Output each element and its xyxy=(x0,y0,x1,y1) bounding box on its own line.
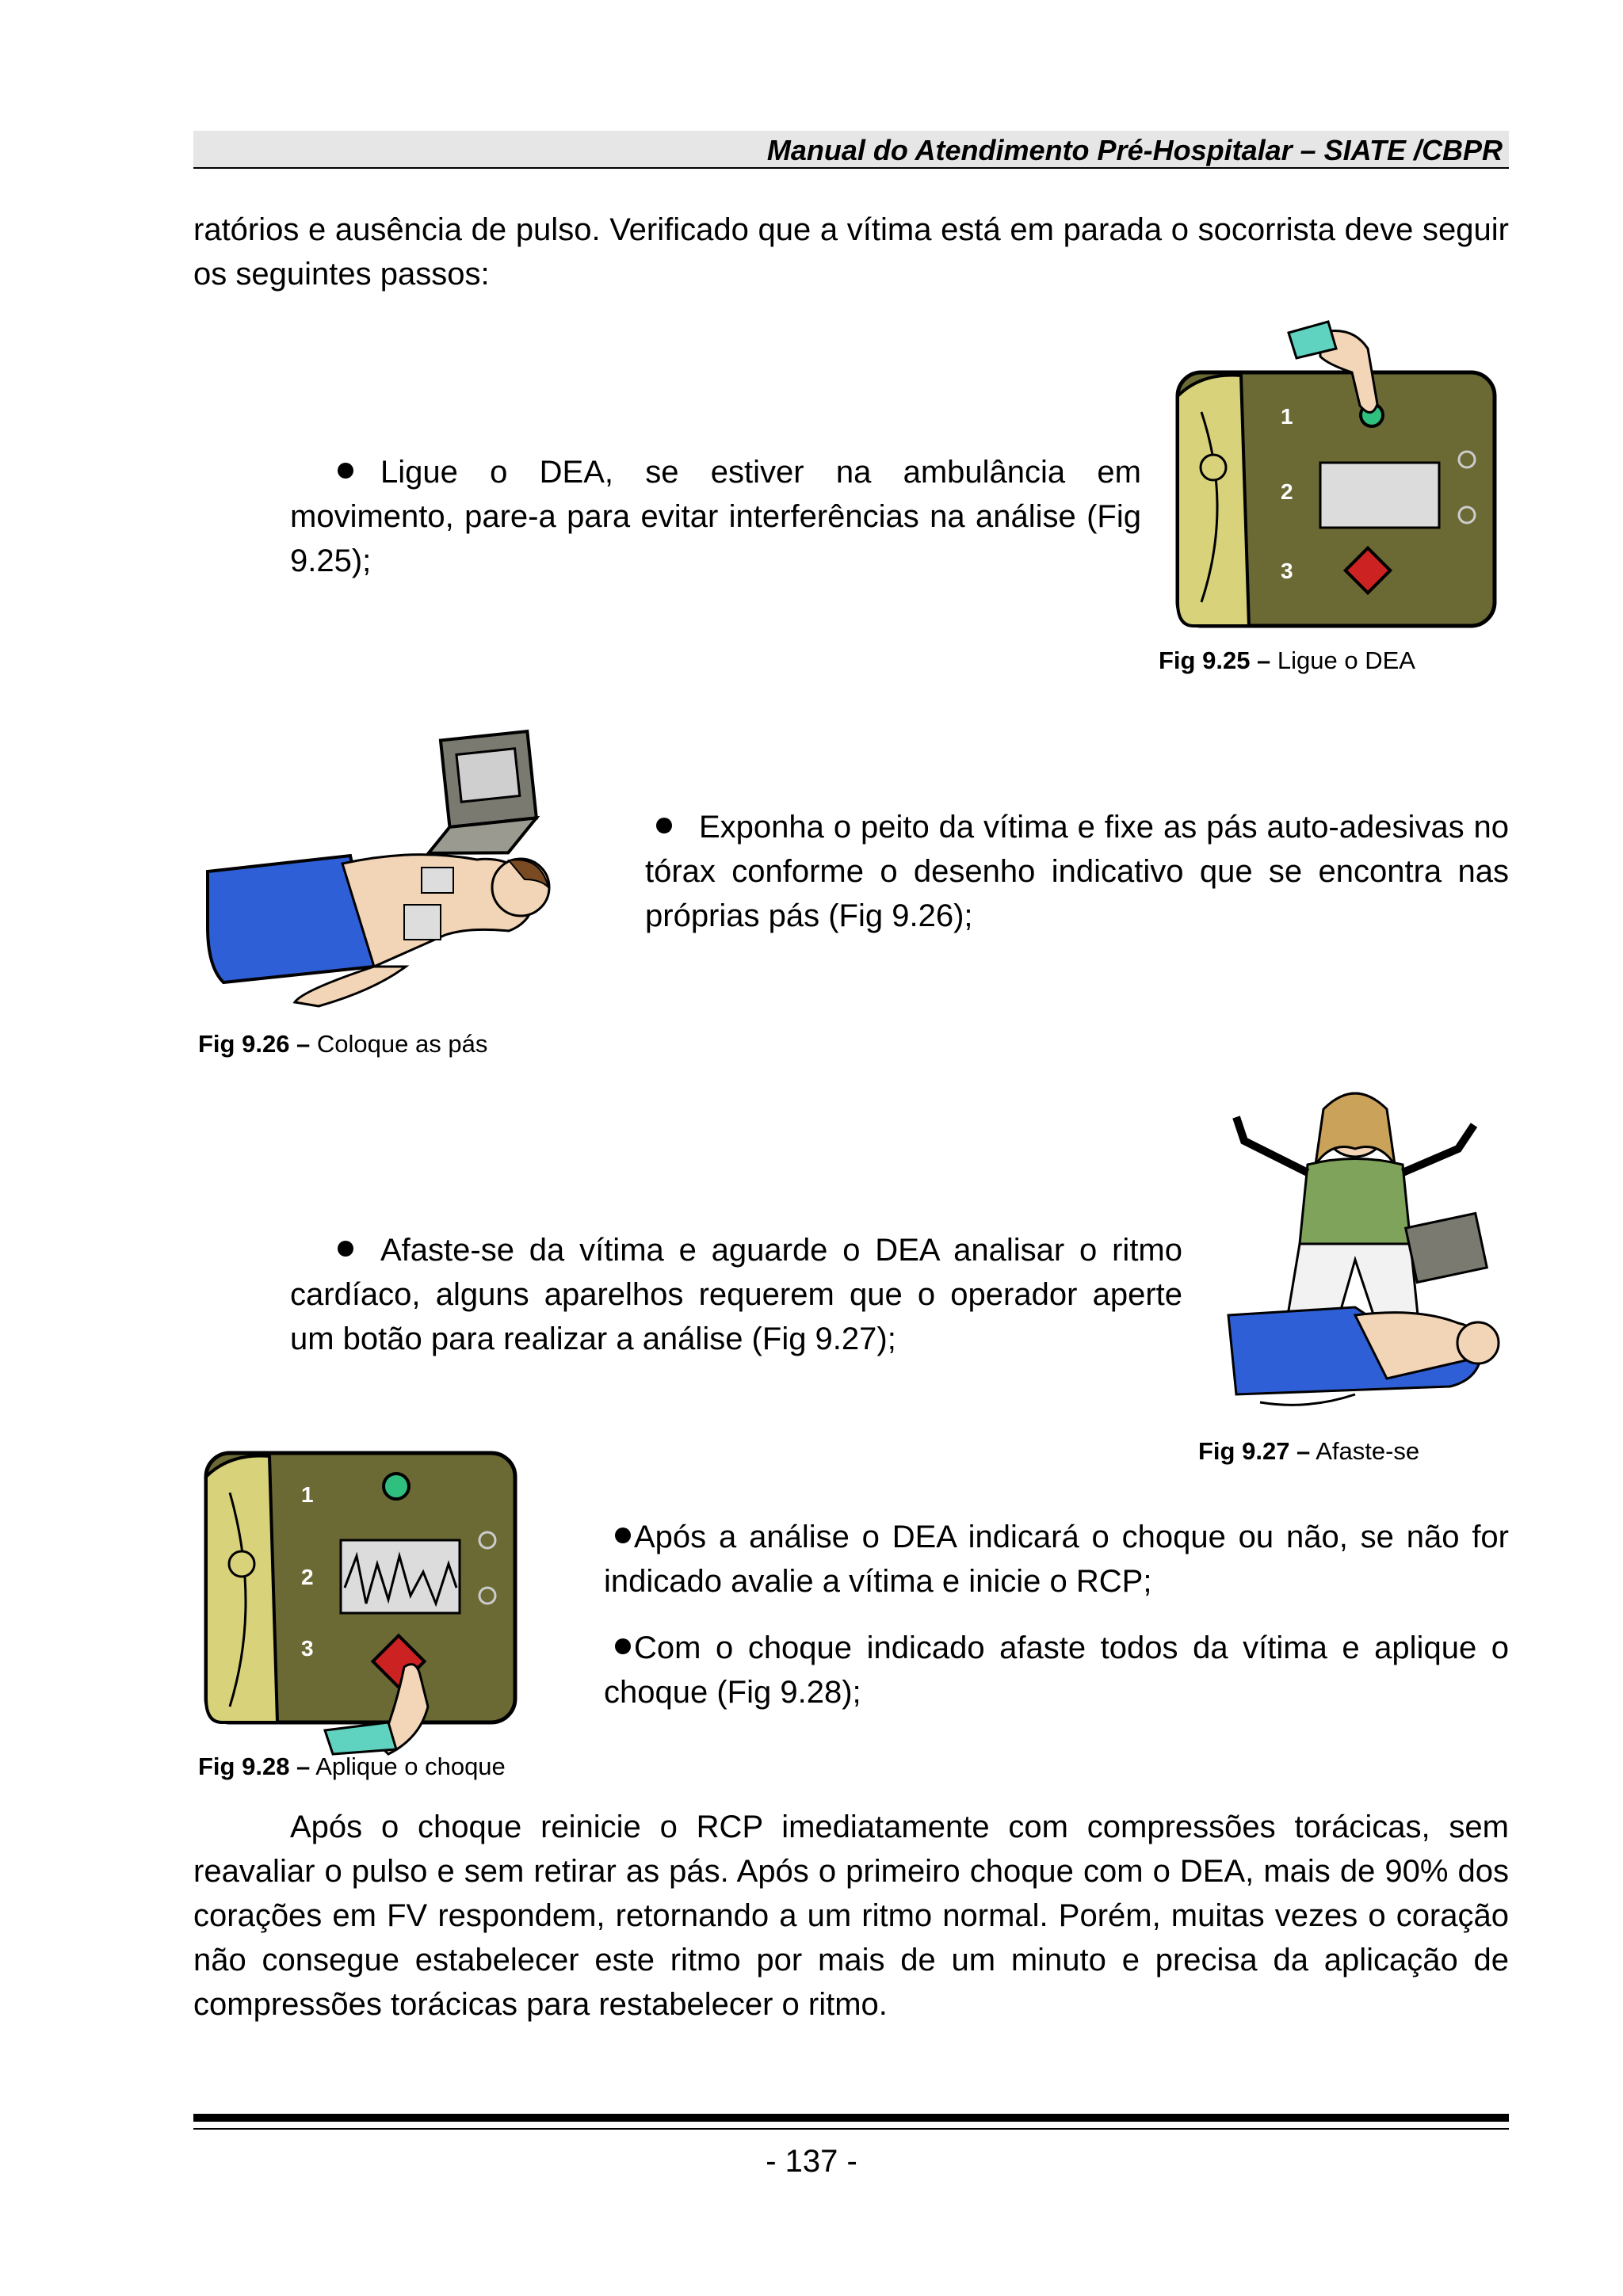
bullet-icon xyxy=(615,1638,631,1654)
aed-shock-illustration xyxy=(198,1445,523,1754)
bullet-item-4 xyxy=(604,1515,1509,1604)
stand-clear-illustration xyxy=(1197,1077,1514,1434)
figure-label: Fig 9.27 – xyxy=(1198,1437,1311,1465)
bullet-text-3: Afaste-se da vítima e aguarde o DEA analisar o ritmo cardíaco, alguns aparelhos requerem que o operador aperte um botão para realizar a análise (Fig 9.27); xyxy=(290,1233,1182,1356)
page-number: - 137 - xyxy=(766,2144,857,2179)
bullet-item-3 xyxy=(290,1228,1182,1361)
footer-rule xyxy=(193,2114,1509,2122)
figure-text: Aplique o choque xyxy=(315,1753,506,1780)
bullet-icon xyxy=(338,463,353,479)
intro-paragraph: ratórios e ausência de pulso. Verificado que a vítima está em parada o socorrista deve seguir os seguintes passos: xyxy=(193,212,1509,292)
figure-caption-9-25 xyxy=(1159,646,1415,675)
bullet-text-2: Exponha o peito da vítima e fixe as pás auto-adesivas no tórax conforme o desenho indicativo que se encontra nas próprias pás (Fig 9.26); xyxy=(645,810,1509,933)
figure-text: Coloque as pás xyxy=(316,1030,488,1058)
figure-label: Fig 9.28 – xyxy=(198,1753,311,1780)
aed-step-3: 3 xyxy=(1281,559,1293,583)
figure-caption-9-28 xyxy=(198,1753,506,1781)
bullet-text-1: Ligue o DEA, se estiver na ambulância em movimento, pare-a para evitar interferências na análise (Fig 9.25); xyxy=(290,455,1141,578)
aed-step-1: 1 xyxy=(1281,404,1293,429)
aed-power-on-illustration xyxy=(1170,317,1503,634)
aed-step-3: 3 xyxy=(301,1636,314,1661)
figure-text: Ligue o DEA xyxy=(1277,646,1415,674)
aed-step-1: 1 xyxy=(301,1482,314,1507)
figure-label: Fig 9.26 – xyxy=(198,1030,311,1058)
bullet-item-1 xyxy=(290,450,1141,583)
bullet-text-4: Após a análise o DEA indicará o choque ou não, se não for indicado avalie a vítima e inicie o RCP; xyxy=(604,1520,1509,1599)
bullet-icon xyxy=(338,1241,353,1257)
bullet-text-5: Com o choque indicado afaste todos da vítima e aplique o choque (Fig 9.28); xyxy=(604,1630,1509,1710)
header-bar xyxy=(193,131,1509,169)
aed-step-2: 2 xyxy=(1281,479,1293,504)
bullet-icon xyxy=(615,1527,631,1543)
figure-caption-9-27 xyxy=(1198,1437,1419,1466)
closing-paragraph: Após o choque reinicie o RCP imediatamente com compressões torácicas, sem reavaliar o pulso e sem retirar as pás. Após o primeiro choque com o DEA, mais de 90% dos corações em FV respondem, retornando a um ritmo normal. Porém, muitas vezes o coração não consegue estabelecer este ritmo por mais de um minuto e precisa da aplicação de compressões torácicas para restabelecer o ritmo. xyxy=(193,1810,1509,2022)
footer-rule-thin xyxy=(193,2128,1509,2130)
aed-step-2: 2 xyxy=(301,1565,314,1589)
bullet-item-5 xyxy=(604,1626,1509,1714)
patient-pads-illustration xyxy=(208,729,620,1030)
header-title: Manual do Atendimento Pré-Hospitalar – SIATE /CBPR xyxy=(766,134,1503,166)
bullet-icon xyxy=(656,818,672,833)
figure-caption-9-26 xyxy=(198,1030,487,1058)
figure-label: Fig 9.25 – xyxy=(1159,646,1271,674)
bullet-item-2 xyxy=(645,805,1509,938)
figure-text: Afaste-se xyxy=(1316,1437,1420,1465)
